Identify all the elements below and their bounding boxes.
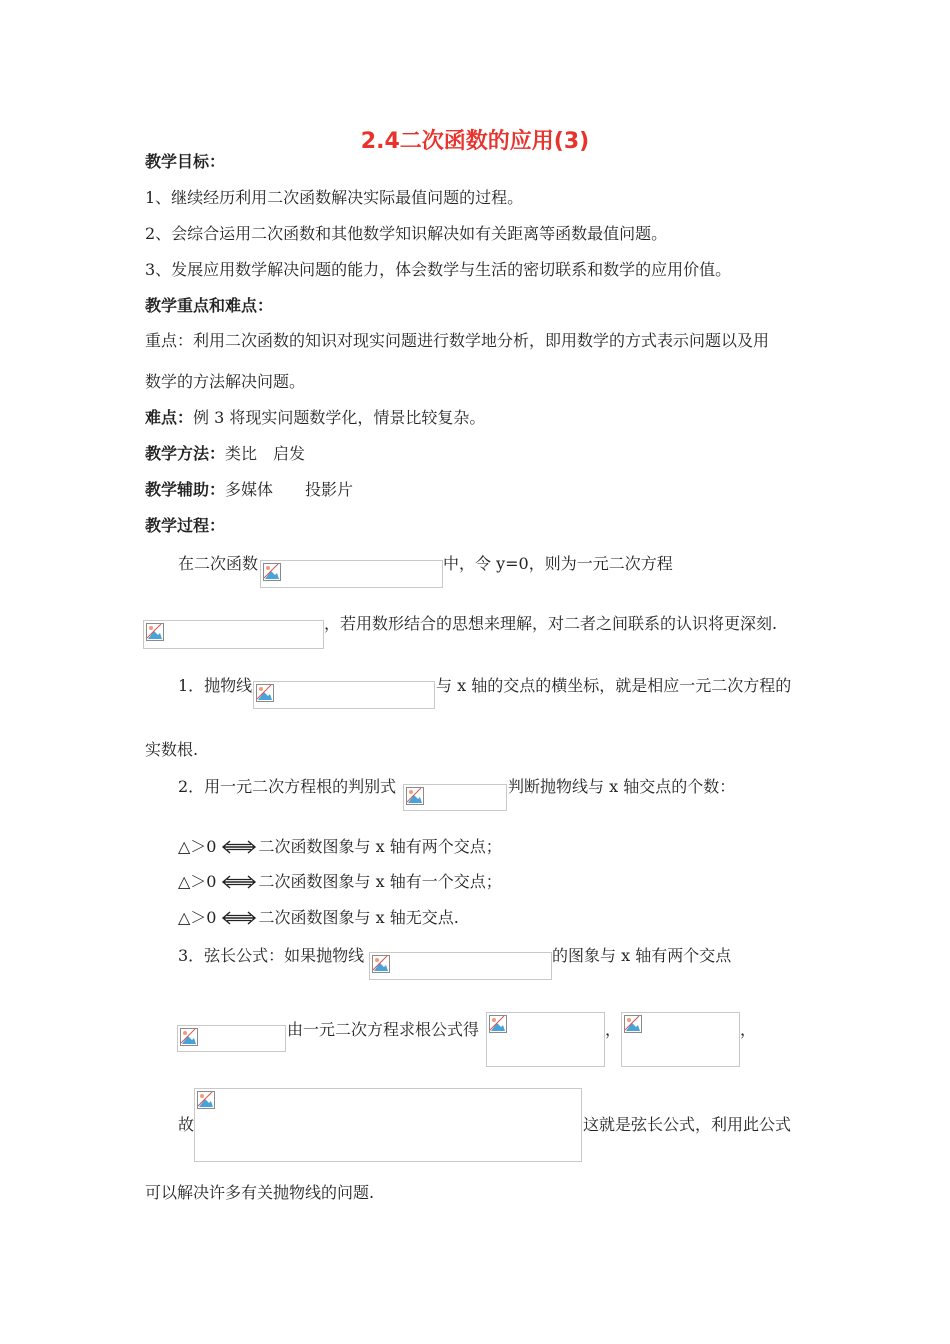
broken-image-icon (197, 1091, 215, 1109)
method-label: 教学方法： (145, 444, 226, 463)
difficulty-text: 例 3 将现实问题数学化，情景比较复杂。 (193, 408, 486, 427)
discriminant-condition: △＞0 (178, 837, 217, 856)
goal-item: 1、继续经历利用二次函数解决实际最值问题的过程。 (145, 188, 524, 207)
discriminant-line (178, 837, 502, 857)
discriminant-result: 二次函数图象与 x 轴无交点. (258, 908, 459, 927)
formula-image (621, 1012, 740, 1067)
comma: ， (740, 1020, 757, 1039)
broken-image-icon (180, 1028, 198, 1046)
point-text: 实数根. (145, 740, 199, 759)
key-point-line: 重点：利用二次函数的知识对现实问题进行数学地分析，即用数学的方式表示问题以及用 (145, 331, 770, 350)
intro-text: 中，令 y=0，则为一元二次方程 (443, 554, 673, 573)
point-text: 故 (178, 1115, 195, 1134)
point-text: 与 x 轴的交点的横坐标，就是相应一元二次方程的 (436, 676, 792, 695)
broken-image-icon (263, 563, 281, 581)
formula-image (403, 784, 507, 811)
formula-image (177, 1025, 286, 1052)
discriminant-line (178, 908, 459, 928)
point-text: 这就是弦长公式，利用此公式 (583, 1115, 792, 1134)
formula-image (369, 952, 552, 980)
goal-item: 2、会综合运用二次函数和其他数学知识解决如有关距离等函数最值问题。 (145, 224, 668, 243)
broken-image-icon (146, 623, 164, 641)
formula-image (194, 1088, 582, 1162)
aids-value: 多媒体 投影片 (225, 480, 354, 499)
intro-text: 在二次函数 (178, 554, 259, 573)
keypoints-heading: 教学重点和难点： (145, 296, 274, 315)
discriminant-result: 二次函数图象与 x 轴有两个交点； (258, 837, 502, 856)
method-line (145, 444, 305, 464)
goal-item: 3、发展应用数学解决问题的能力，体会数学与生活的密切联系和数学的应用价值。 (145, 260, 732, 279)
point-text: 由一元二次方程求根公式得 (287, 1020, 480, 1039)
method-value: 类比 启发 (225, 444, 306, 463)
broken-image-icon (489, 1015, 507, 1033)
key-point-line: 数学的方法解决问题。 (145, 372, 306, 391)
point-text: 可以解决许多有关抛物线的问题. (145, 1183, 375, 1202)
discriminant-condition: △＞0 (178, 872, 217, 891)
comma: ， (605, 1020, 622, 1039)
formula-image (253, 681, 435, 709)
formula-image (143, 620, 324, 649)
difficulty-line (145, 408, 485, 428)
process-heading: 教学过程： (145, 516, 226, 535)
broken-image-icon (406, 787, 424, 805)
point-text: 判断抛物线与 x 轴交点的个数： (508, 777, 736, 796)
point-text: 的图象与 x 轴有两个交点 (552, 946, 732, 965)
broken-image-icon (624, 1015, 642, 1033)
formula-image (486, 1012, 605, 1067)
broken-image-icon (372, 955, 390, 973)
goals-heading: 教学目标： (145, 152, 226, 171)
double-arrow-icon (221, 874, 257, 890)
point-text: 2．用一元二次方程根的判别式 (178, 777, 397, 796)
point-text: 1．抛物线 (178, 676, 253, 695)
intro-text: ，若用数形结合的思想来理解，对二者之间联系的认识将更深刻. (324, 614, 778, 633)
aids-line (145, 480, 353, 500)
broken-image-icon (256, 684, 274, 702)
discriminant-condition: △＞0 (178, 908, 217, 927)
page-title: 2.4二次函数的应用(3) (360, 129, 590, 154)
double-arrow-icon (221, 839, 257, 855)
formula-image (260, 560, 443, 588)
discriminant-result: 二次函数图象与 x 轴有一个交点； (258, 872, 502, 891)
discriminant-line (178, 872, 502, 892)
point-text: 3．弦长公式：如果抛物线 (178, 946, 365, 965)
difficulty-label: 难点： (145, 408, 194, 427)
aids-label: 教学辅助： (145, 480, 226, 499)
double-arrow-icon (221, 910, 257, 926)
